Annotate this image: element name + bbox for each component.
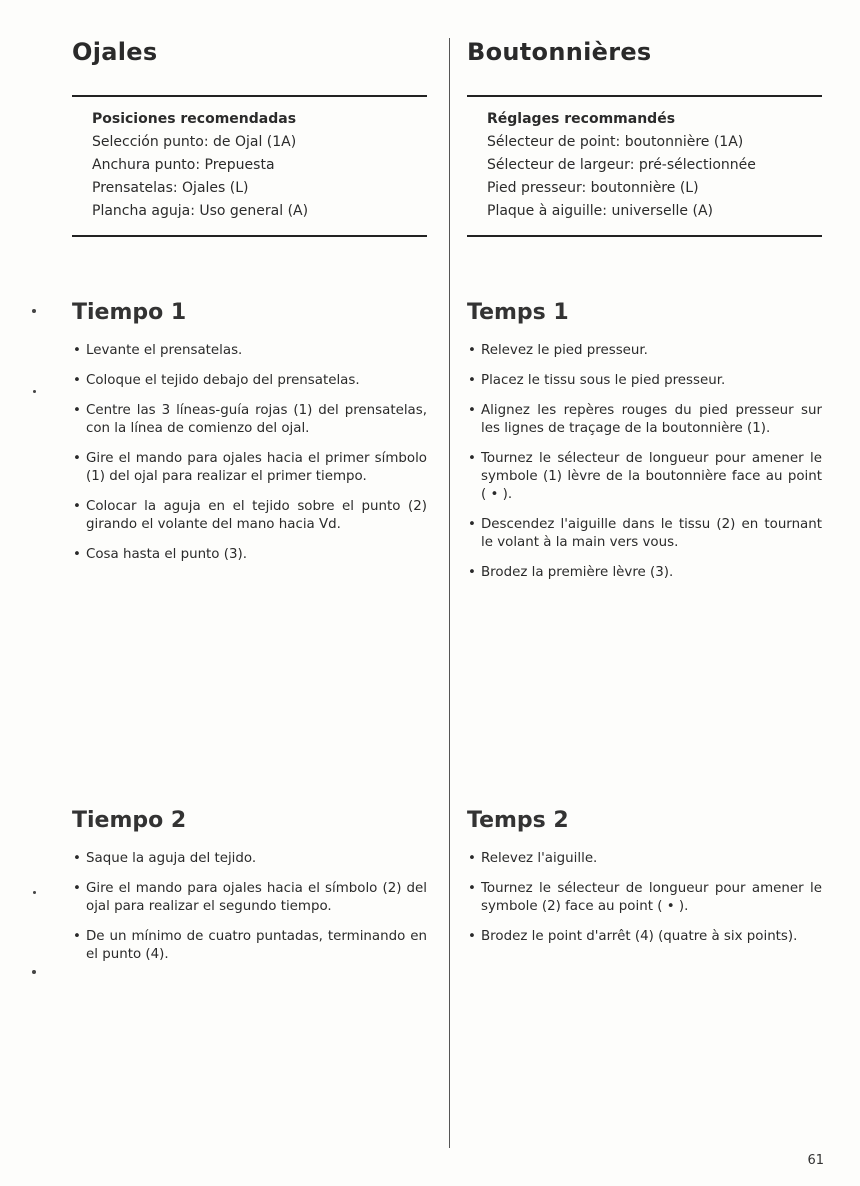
settings-heading-fr: Réglages recommandés bbox=[487, 111, 676, 127]
settings-line: Pied presseur: boutonnière (L) bbox=[487, 180, 699, 196]
settings-line: Anchura punto: Prepuesta bbox=[92, 157, 275, 173]
list-item: • Cosa hasta el punto (3). bbox=[73, 547, 247, 562]
bullet-icon: • bbox=[73, 499, 81, 514]
list-item: • Placez le tissu sous le pied presseur. bbox=[468, 373, 726, 388]
bullet-icon: • bbox=[468, 451, 476, 466]
bullet-icon: • bbox=[73, 929, 81, 944]
list-item: • Relevez l'aiguille. bbox=[468, 851, 598, 866]
recommended-settings-es bbox=[72, 95, 427, 237]
box-rule-top bbox=[467, 95, 822, 97]
bullet-icon: • bbox=[73, 403, 81, 418]
step2-title-fr: Temps 2 bbox=[467, 808, 569, 833]
list-item: • Saque la aguja del tejido. bbox=[73, 851, 257, 866]
page-title-es: Ojales bbox=[72, 38, 158, 66]
box-rule-bottom bbox=[467, 235, 822, 237]
step2-list-es bbox=[72, 850, 427, 976]
box-rule-top bbox=[72, 95, 427, 97]
bullet-icon: • bbox=[73, 547, 81, 562]
bullet-icon: • bbox=[468, 373, 476, 388]
scan-speck bbox=[33, 891, 36, 894]
step1-list-es bbox=[72, 342, 427, 576]
bullet-icon: • bbox=[73, 881, 81, 896]
list-item: • Alignez les repères rouges du pied presseur sur les lignes de traçage de la boutonnière (1). bbox=[468, 403, 822, 436]
list-item: • Centre las 3 líneas-guía rojas (1) del prensatelas, con la línea de comienzo del ojal. bbox=[73, 403, 427, 436]
bullet-icon: • bbox=[468, 517, 476, 532]
settings-line: Selección punto: de Ojal (1A) bbox=[92, 134, 297, 150]
settings-line: Sélecteur de largeur: pré-sélectionnée bbox=[487, 157, 756, 173]
box-rule-bottom bbox=[72, 235, 427, 237]
scan-speck bbox=[32, 970, 36, 974]
settings-line: Plancha aguja: Uso general (A) bbox=[92, 203, 309, 219]
step2-list-fr bbox=[467, 850, 822, 958]
list-item: • Tournez le sélecteur de longueur pour amener le symbole (1) lèvre de la boutonnière face au point ( • ). bbox=[468, 451, 822, 502]
page-number: 61 bbox=[807, 1153, 824, 1168]
step1-title-es: Tiempo 1 bbox=[72, 300, 187, 325]
list-item: • Brodez la première lèvre (3). bbox=[468, 565, 674, 580]
list-item: • De un mínimo de cuatro puntadas, terminando en el punto (4). bbox=[73, 929, 427, 962]
list-item: • Gire el mando para ojales hacia el primer símbolo (1) del ojal para realizar el primer tiempo. bbox=[73, 451, 427, 484]
settings-heading-es: Posiciones recomendadas bbox=[92, 111, 297, 127]
bullet-icon: • bbox=[468, 565, 476, 580]
list-item: • Gire el mando para ojales hacia el símbolo (2) del ojal para realizar el segundo tiempo. bbox=[73, 881, 427, 914]
bullet-icon: • bbox=[73, 343, 81, 358]
list-item: • Coloque el tejido debajo del prensatelas. bbox=[73, 373, 360, 388]
list-item: • Descendez l'aiguille dans le tissu (2) en tournant le volant à la main vers vous. bbox=[468, 517, 822, 550]
step2-title-es: Tiempo 2 bbox=[72, 808, 187, 833]
bullet-icon: • bbox=[468, 403, 476, 418]
scan-speck bbox=[32, 309, 36, 313]
list-item: • Relevez le pied presseur. bbox=[468, 343, 648, 358]
list-item: • Brodez le point d'arrêt (4) (quatre à six points). bbox=[468, 929, 798, 944]
settings-line: Sélecteur de point: boutonnière (1A) bbox=[487, 134, 744, 150]
settings-line: Plaque à aiguille: universelle (A) bbox=[487, 203, 713, 219]
bullet-icon: • bbox=[73, 451, 81, 466]
scan-speck bbox=[33, 390, 36, 393]
bullet-icon: • bbox=[468, 881, 476, 896]
step1-list-fr bbox=[467, 342, 822, 594]
settings-line: Prensatelas: Ojales (L) bbox=[92, 180, 249, 196]
list-item: • Levante el prensatelas. bbox=[73, 343, 243, 358]
list-item: • Colocar la aguja en el tejido sobre el punto (2) girando el volante del mano hacia Vd. bbox=[73, 499, 427, 532]
list-item: • Tournez le sélecteur de longueur pour amener le symbole (2) face au point ( • ). bbox=[468, 881, 822, 914]
step1-title-fr: Temps 1 bbox=[467, 300, 569, 325]
bullet-icon: • bbox=[468, 851, 476, 866]
bullet-icon: • bbox=[468, 929, 476, 944]
bullet-icon: • bbox=[468, 343, 476, 358]
column-divider bbox=[449, 38, 450, 1148]
bullet-icon: • bbox=[73, 373, 81, 388]
recommended-settings-fr bbox=[467, 95, 822, 237]
bullet-icon: • bbox=[73, 851, 81, 866]
page-title-fr: Boutonnières bbox=[467, 38, 652, 66]
